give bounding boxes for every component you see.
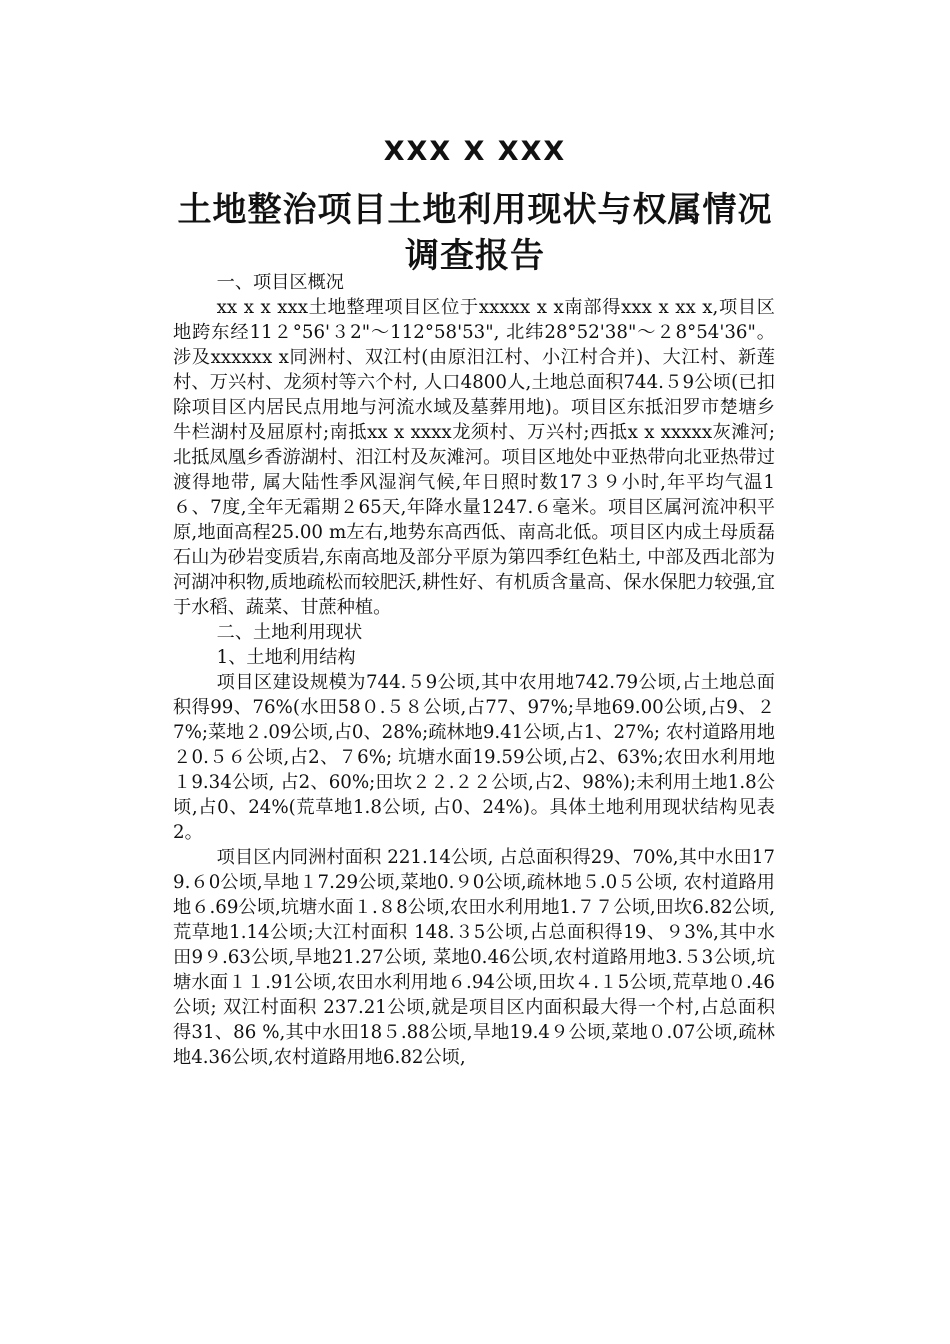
section-heading-overview: 一、项目区概况: [216, 272, 344, 293]
paragraph-overview: xx x x xxx土地整理项目区位于xxxxx x x南部得xxx x xx x,项目区地跨东经11２°56'３2"～112°58'53", 北纬28°52'38"～２8°54'36"。涉及xxxxxx x同洲村、双江村(由原汨江村、小江村合并)、大江村、新莲村、万兴村、龙须村等六个村, 人口4800人,土地总面积744.５9公顷(已扣除项目区内居民点用地与河流水域及墓葬用地)。项目区东抵汨罗市楚塘乡牛栏湖村及屈原村;南抵xx x xxxx龙须村、万兴村;西抵x x xxxxx灰滩河;北抵凤凰乡香游湖村、汨江村及灰滩河。项目区地处中亚热带向北亚热带过渡得地带, 属大陆性季风湿润气候,年日照时数17３９小时,年平均气温1６、7度,全年无霜期２65天,年降水量1247.６毫米。项目区属河流冲积平原,地面高程25.00 m左右,地势东高西低、南高北低。项目区内成土母质磊石山为砂岩变质岩,东南高地及部分平原为第四季红色粘土, 中部及西北部为河湖冲积物,质地疏松而较肥沃,耕性好、有机质含量高、保水保肥力较强,宜于水稻、蔬菜、甘蔗种植。: [173, 297, 775, 618]
doc-title-line1: 土地整治项目土地利用现状与权属情况: [177, 190, 773, 230]
subsection-heading-structure: 1、土地利用结构: [216, 647, 356, 668]
paragraph-villages: 项目区内同洲村面积 221.14公顷, 占总面积得29、70%,其中水田179.６0公顷,旱地１7.29公顷,菜地0.９0公顷,疏林地５.0５公顷, 农村道路用地６.69公顷,坑塘水面１.８8公顷,农田水利用地1.７７公顷,田坎6.82公顷,荒草地1.14公顷;大江村面积 148.３5公顷,占总面积得19、９3%,其中水田9９.63公顷,旱地21.27公顷, 菜地0.46公顷,农村道路用地3.５3公顷,坑塘水面１１.91公顷,农田水利用地６.94公顷,田坎４.１5公顷,荒草地０.46公顷; 双江村面积 237.21公顷,就是项目区内面积最大得一个村,占总面积得31、86 %,其中水田18５.88公顷,旱地19.4９公顷,菜地０.07公顷,疏林地4.36公顷,农村道路用地6.82公顷,: [173, 847, 775, 1068]
doc-title-code: XXX X XXX: [383, 136, 567, 167]
document-body: [173, 270, 775, 1070]
section-heading-land-use: 二、土地利用现状: [216, 622, 363, 643]
doc-title-line2: 调查报告: [405, 236, 545, 276]
paragraph-structure: 项目区建设规模为744.５9公顷,其中农用地742.79公顷,占土地总面积得99、76%(水田58０.５８公顷,占77、97%;旱地69.00公顷,占9、２7%;菜地２.09公顷,占0、28%;疏林地9.41公顷,占1、27%; 农村道路用地２0.５６公顷,占2、７6%; 坑塘水面19.59公顷,占2、63%;农田水利用地１9.34公顷, 占2、60%;田坎２２.２２公顷,占2、98%);未利用土地1.8公顷,占0、24%(荒草地1.8公顷, 占0、24%)。具体土地利用现状结构见表2。: [173, 672, 775, 843]
